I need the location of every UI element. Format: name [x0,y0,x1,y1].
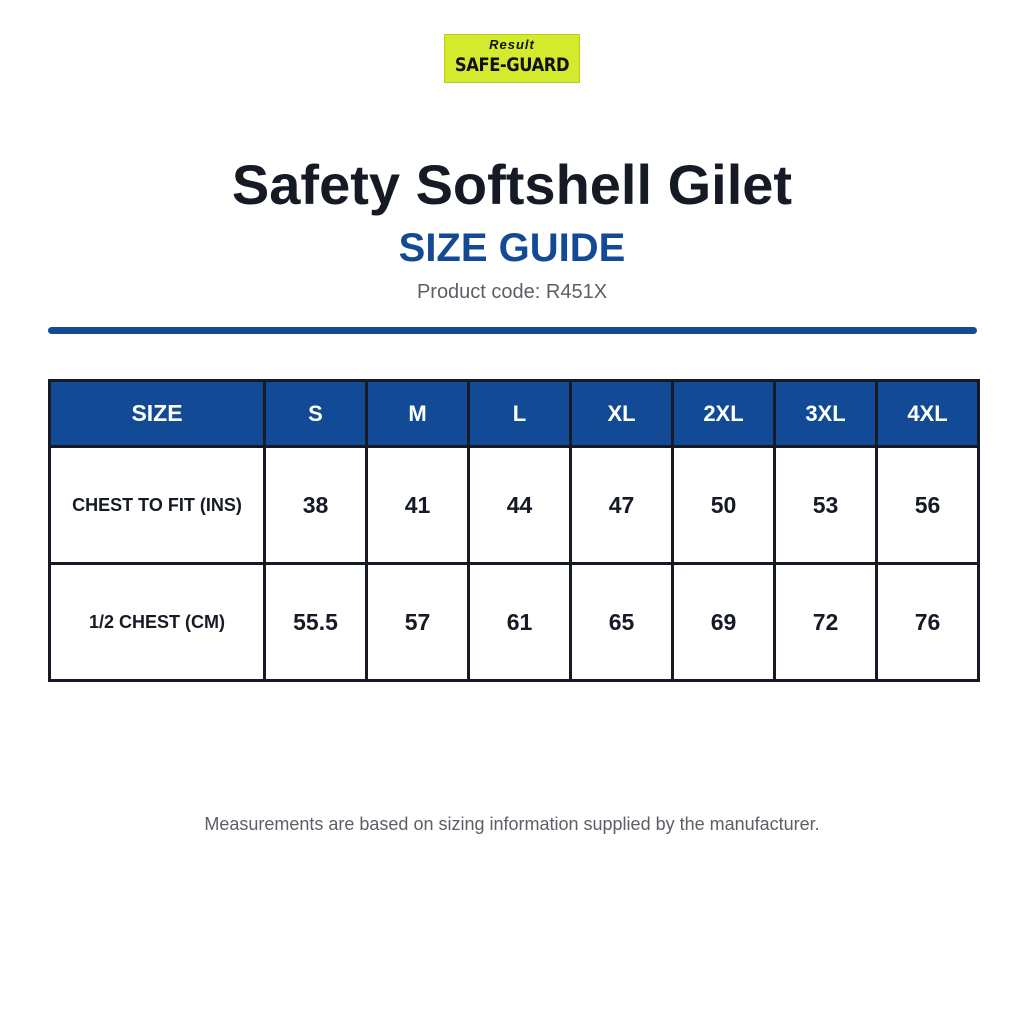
table-cell: 69 [673,564,775,681]
table-cell: 65 [571,564,673,681]
product-code: Product code: R451X [416,281,608,303]
page-title: Safety Softshell Gilet [231,153,793,216]
table-cell: 61 [469,564,571,681]
size-header-cell: XL [571,381,673,447]
size-header-cell: 4XL [877,381,979,447]
brand-logo-line1: Result [489,37,535,52]
divider [48,327,977,334]
table-cell: 76 [877,564,979,681]
table-cell: 38 [265,447,367,564]
table-cell: 56 [877,447,979,564]
brand-logo-line2: SAFE-GUARD [454,54,570,76]
page-subtitle: SIZE GUIDE [398,226,626,270]
brand-logo [444,34,580,83]
row-label: CHEST TO FIT (INS) [50,447,265,564]
table-cell: 53 [775,447,877,564]
table-cell: 57 [367,564,469,681]
table-cell: 47 [571,447,673,564]
table-row [50,447,979,564]
table-cell: 50 [673,447,775,564]
size-header-cell: S [265,381,367,447]
footnote: Measurements are based on sizing information supplied by the manufacturer. [204,814,820,834]
size-header-cell: 3XL [775,381,877,447]
table-header-size: SIZE [50,381,265,447]
table-row [50,564,979,681]
row-label: 1/2 CHEST (CM) [50,564,265,681]
size-header-cell: 2XL [673,381,775,447]
size-table [48,379,980,682]
table-cell: 44 [469,447,571,564]
table-header-row [50,381,979,447]
size-header-cell: L [469,381,571,447]
table-cell: 41 [367,447,469,564]
table-cell: 55.5 [265,564,367,681]
size-header-cell: M [367,381,469,447]
table-cell: 72 [775,564,877,681]
